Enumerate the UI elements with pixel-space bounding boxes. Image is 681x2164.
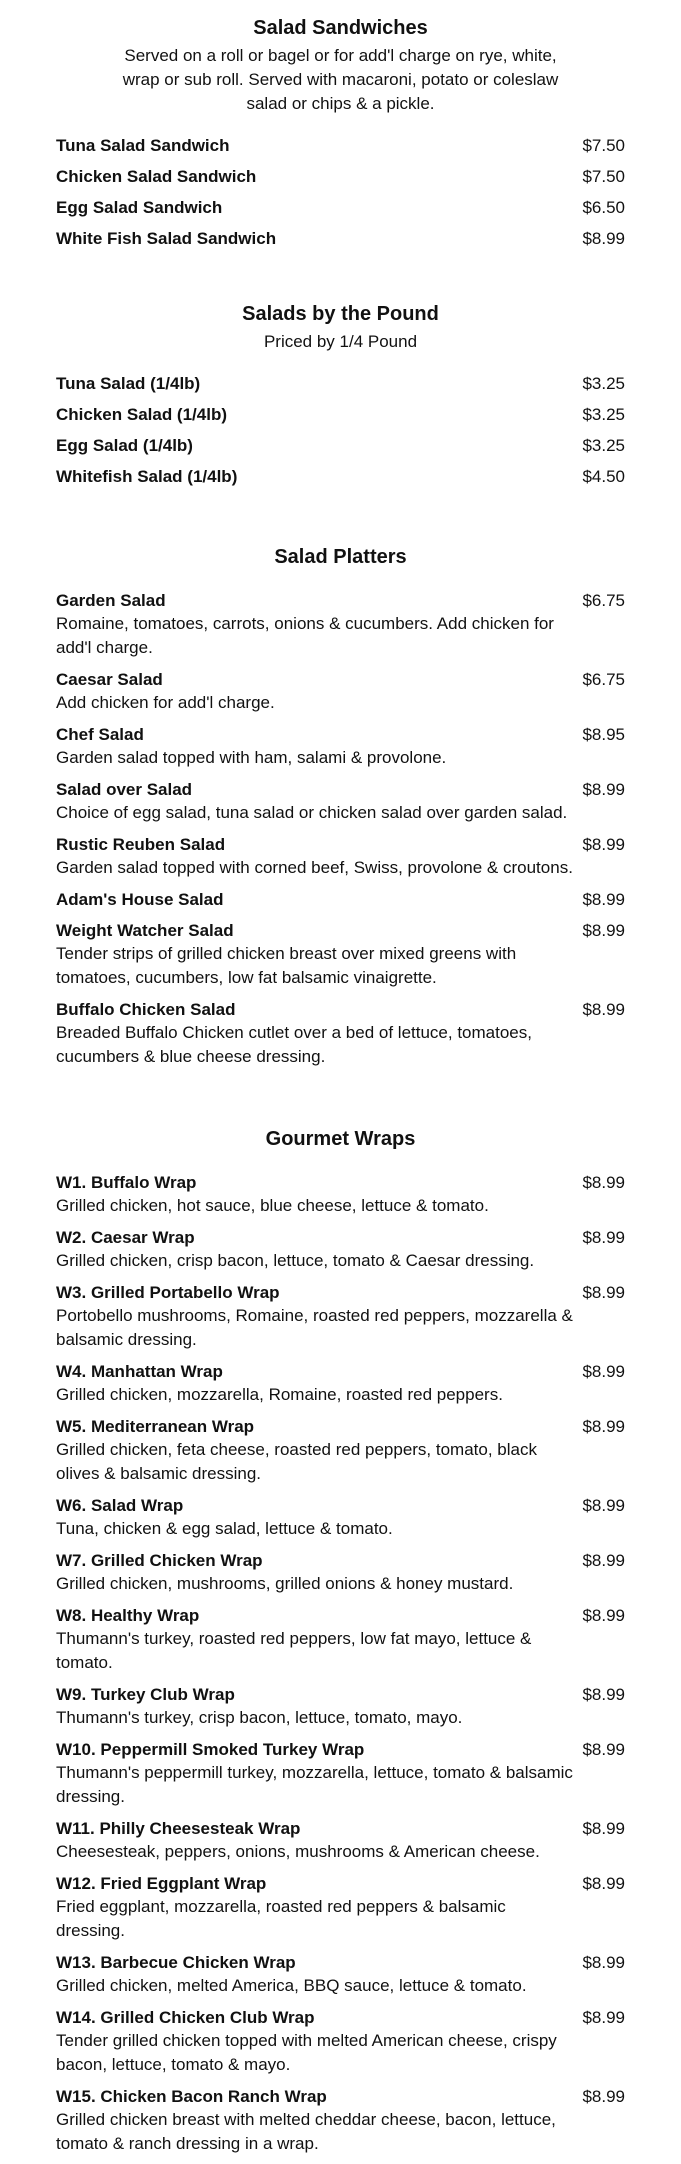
menu-item: [56, 134, 625, 157]
item-price: $6.75: [582, 670, 625, 689]
item-price: $7.50: [582, 136, 625, 155]
menu-item: [56, 227, 625, 250]
menu-item: [56, 434, 625, 457]
item-description: Add chicken for add'l charge.: [56, 693, 275, 712]
item-price: $8.99: [582, 1173, 625, 1192]
item-name: White Fish Salad Sandwich: [56, 229, 277, 248]
menu-item: [56, 668, 625, 715]
item-name: Whitefish Salad (1/4lb): [56, 467, 238, 486]
item-name: W11. Philly Cheesesteak Wrap: [56, 1819, 301, 1838]
item-name: W7. Grilled Chicken Wrap: [56, 1551, 263, 1570]
item-price: $8.99: [582, 1283, 625, 1302]
menu-item-list: [56, 372, 625, 488]
item-description: Grilled chicken, hot sauce, blue cheese, lettuce & tomato.: [56, 1196, 489, 1215]
item-description: Grilled chicken, mushrooms, grilled onions & honey mustard.: [56, 1574, 514, 1593]
item-price: $8.99: [582, 921, 625, 940]
menu-item: [56, 723, 625, 770]
item-price: $8.99: [582, 1551, 625, 1570]
item-price: $8.99: [582, 835, 625, 854]
section-title: Gourmet Wraps: [265, 1128, 416, 1150]
item-description: Tender strips of grilled chicken breast over mixed greens with tomatoes, cucumbers, low fat balsamic vinaigrette.: [56, 944, 517, 987]
item-price: $8.99: [582, 2008, 625, 2027]
item-price: $3.25: [582, 436, 625, 455]
item-name: Rustic Reuben Salad: [56, 835, 226, 854]
menu-item: [56, 833, 625, 880]
menu-item: [56, 2006, 625, 2077]
item-name: W10. Peppermill Smoked Turkey Wrap: [56, 1740, 365, 1759]
item-price: $8.99: [582, 780, 625, 799]
menu-item: [56, 403, 625, 426]
item-description: Breaded Buffalo Chicken cutlet over a bed of lettuce, tomatoes, cucumbers & blue cheese dressing.: [56, 1023, 532, 1066]
item-price: $8.99: [582, 1228, 625, 1247]
item-price: $7.50: [582, 167, 625, 186]
menu-item: [56, 1171, 625, 1218]
item-price: $3.25: [582, 405, 625, 424]
section-subtitle: Priced by 1/4 Pound: [263, 332, 418, 351]
item-name: Buffalo Chicken Salad: [56, 1000, 236, 1019]
item-name: W1. Buffalo Wrap: [56, 1173, 197, 1192]
section-title: Salad Sandwiches: [253, 17, 428, 39]
item-name: W13. Barbecue Chicken Wrap: [56, 1953, 296, 1972]
item-description: Grilled chicken, crisp bacon, lettuce, tomato & Caesar dressing.: [56, 1251, 535, 1270]
item-name: W15. Chicken Bacon Ranch Wrap: [56, 2087, 327, 2106]
item-price: $8.99: [582, 1874, 625, 1893]
menu-item-list: [56, 589, 625, 1069]
item-description: Grilled chicken breast with melted cheddar cheese, bacon, lettuce, tomato & ranch dressing in a wrap.: [56, 2110, 556, 2153]
item-name: Adam's House Salad: [56, 890, 224, 909]
menu-item: [56, 778, 625, 825]
menu-item-list: [56, 1171, 625, 2156]
item-name: W6. Salad Wrap: [56, 1496, 184, 1515]
item-price: $8.99: [582, 1740, 625, 1759]
menu-item: [56, 1604, 625, 1675]
section-salad-sandwiches: [56, 14, 625, 258]
item-price: $8.99: [582, 1953, 625, 1972]
item-price: $8.99: [582, 2087, 625, 2106]
section-gourmet-wraps: [56, 1125, 625, 2164]
item-price: $8.95: [582, 725, 625, 744]
item-name: Egg Salad (1/4lb): [56, 436, 193, 455]
item-description: Tuna, chicken & egg salad, lettuce & tomato.: [56, 1519, 393, 1538]
item-name: W2. Caesar Wrap: [56, 1228, 195, 1247]
item-name: W5. Mediterranean Wrap: [56, 1417, 255, 1436]
menu-item: [56, 2085, 625, 2156]
item-name: Caesar Salad: [56, 670, 163, 689]
menu-item: [56, 888, 625, 911]
menu-item: [56, 589, 625, 660]
menu-item-list: [56, 134, 625, 250]
menu-item: [56, 1226, 625, 1273]
item-name: Tuna Salad (1/4lb): [56, 374, 201, 393]
menu-item: [56, 1683, 625, 1730]
item-price: $8.99: [582, 1362, 625, 1381]
item-name: W14. Grilled Chicken Club Wrap: [56, 2008, 315, 2027]
item-name: W8. Healthy Wrap: [56, 1606, 200, 1625]
item-description: Romaine, tomatoes, carrots, onions & cucumbers. Add chicken for add'l charge.: [56, 614, 554, 657]
menu-item: [56, 1549, 625, 1596]
item-description: Cheesesteak, peppers, onions, mushrooms & American cheese.: [56, 1842, 540, 1861]
menu-item: [56, 165, 625, 188]
item-name: Salad over Salad: [56, 780, 193, 799]
item-price: $6.75: [582, 591, 625, 610]
item-price: $8.99: [582, 890, 625, 909]
item-name: Chicken Salad Sandwich: [56, 167, 257, 186]
item-price: $3.25: [582, 374, 625, 393]
item-description: Portobello mushrooms, Romaine, roasted red peppers, mozzarella & balsamic dressing.: [56, 1306, 573, 1349]
item-price: $8.99: [582, 1606, 625, 1625]
menu-item: [56, 1872, 625, 1943]
menu-item: [56, 1494, 625, 1541]
item-description: Garden salad topped with ham, salami & provolone.: [56, 748, 447, 767]
menu-item: [56, 1738, 625, 1809]
item-description: Grilled chicken, mozzarella, Romaine, roasted red peppers.: [56, 1385, 503, 1404]
item-description: Thumann's turkey, crisp bacon, lettuce, tomato, mayo.: [56, 1708, 463, 1727]
item-name: W3. Grilled Portabello Wrap: [56, 1283, 280, 1302]
section-subtitle: Served on a roll or bagel or for add'l charge on rye, white, wrap or sub roll. Served with macaroni, potato or coleslaw salad or chips & a pickle.: [122, 46, 559, 113]
menu-item: [56, 196, 625, 219]
item-description: Garden salad topped with corned beef, Swiss, provolone & croutons.: [56, 858, 573, 877]
item-name: W9. Turkey Club Wrap: [56, 1685, 235, 1704]
item-description: Thumann's turkey, roasted red peppers, low fat mayo, lettuce & tomato.: [56, 1629, 532, 1672]
menu-item: [56, 372, 625, 395]
menu-item: [56, 465, 625, 488]
item-description: Choice of egg salad, tuna salad or chicken salad over garden salad.: [56, 803, 568, 822]
section-title: Salad Platters: [274, 546, 407, 568]
menu-item: [56, 1951, 625, 1998]
item-price: $6.50: [582, 198, 625, 217]
item-description: Grilled chicken, feta cheese, roasted red peppers, tomato, black olives & balsamic dressing.: [56, 1440, 537, 1483]
section-title: Salads by the Pound: [242, 303, 439, 325]
item-price: $8.99: [582, 1496, 625, 1515]
item-price: $8.99: [582, 1685, 625, 1704]
item-name: Garden Salad: [56, 591, 166, 610]
item-price: $8.99: [582, 1000, 625, 1019]
item-name: Weight Watcher Salad: [56, 921, 234, 940]
item-name: Tuna Salad Sandwich: [56, 136, 230, 155]
section-salads-by-the-pound: [56, 300, 625, 496]
menu-item: [56, 1817, 625, 1864]
item-description: Grilled chicken, melted America, BBQ sauce, lettuce & tomato.: [56, 1976, 527, 1995]
menu-item: [56, 919, 625, 990]
item-description: Thumann's peppermill turkey, mozzarella, lettuce, tomato & balsamic dressing.: [56, 1763, 573, 1806]
menu-item: [56, 1360, 625, 1407]
item-name: Chef Salad: [56, 725, 144, 744]
item-price: $8.99: [582, 1819, 625, 1838]
item-description: Fried eggplant, mozzarella, roasted red peppers & balsamic dressing.: [56, 1897, 506, 1940]
item-name: W12. Fried Eggplant Wrap: [56, 1874, 267, 1893]
item-description: Tender grilled chicken topped with melted American cheese, crispy bacon, lettuce, tomato & mayo.: [56, 2031, 557, 2074]
menu-item: [56, 1281, 625, 1352]
item-price: $8.99: [582, 229, 625, 248]
item-name: Egg Salad Sandwich: [56, 198, 223, 217]
item-price: $8.99: [582, 1417, 625, 1436]
menu-item: [56, 998, 625, 1069]
item-name: W4. Manhattan Wrap: [56, 1362, 223, 1381]
item-name: Chicken Salad (1/4lb): [56, 405, 227, 424]
menu-item: [56, 1415, 625, 1486]
section-salad-platters: [56, 543, 625, 1077]
item-price: $4.50: [582, 467, 625, 486]
